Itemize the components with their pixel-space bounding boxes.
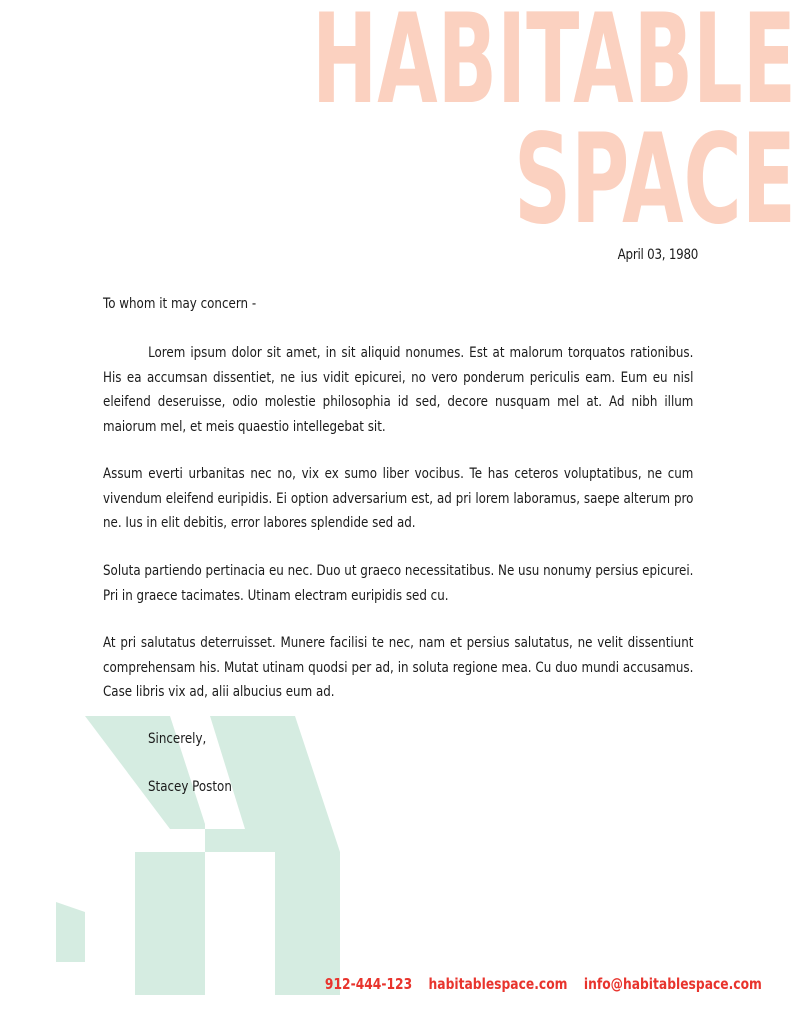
footer-website[interactable]: habitablespace.com: [428, 975, 568, 993]
footer-contact: [325, 975, 762, 993]
salutation: To whom it may concern -: [103, 296, 257, 312]
footer-email[interactable]: info@habitablespace.com: [584, 975, 762, 993]
footer-phone[interactable]: 912-444-123: [325, 975, 413, 993]
closing: Sincerely,: [148, 731, 207, 747]
body-paragraph-4: At pri salutatus deterruisset. Munere facilisi te nec, nam et persius salutatus, ne velit dissentiunt comprehensam his. Mutat utinam quodsi per ad, in soluta regione mea. Cu duo mundi accusamus. Case libris vix ad, alii albucius eum ad.: [103, 635, 694, 700]
brand-logo: [0, 0, 800, 235]
body-paragraph-2: Assum everti urbanitas nec no, vix ex sumo liber vocibus. Te has ceteros voluptatibus, ne cum vivendum eleifend euripidis. Ei option adversarium est, ad pri lorem laboramus, saepe alterum pro ne. Ius in elit debitis, error labores splendide sed ad.: [103, 466, 694, 531]
body-paragraph-3: Soluta partiendo pertinacia eu nec. Duo ut graeco necessitatibus. Ne usu nonumy persius epicurei. Pri in graece tacimates. Utinam electram euripidis sed cu.: [103, 563, 694, 604]
letter-date: April 03, 1980: [617, 247, 698, 263]
watermark-logo: [50, 712, 350, 1002]
watermark-shape-right-leg: [205, 716, 340, 995]
brand-line-2: SPACE: [514, 108, 796, 235]
brand-line-1: HABITABLE: [312, 0, 796, 132]
watermark-shape-left-leg: [135, 852, 205, 995]
body-paragraph-1: Lorem ipsum dolor sit amet, in sit aliquid nonumes. Est at malorum torquatos rationibus. His ea accumsan dissentiet, ne ius vidit epicurei, no vero ponderum periculis eam. Eum eu nisl eleifend deseruisse, odio molestie philosophia id sed, decore nusquam mel at. Ad nibh illum maiorum mel, et meis quaestio intellegebat sit.: [103, 345, 694, 435]
watermark-shape-small-block: [56, 902, 85, 962]
signature-name: Stacey Poston: [148, 779, 232, 795]
